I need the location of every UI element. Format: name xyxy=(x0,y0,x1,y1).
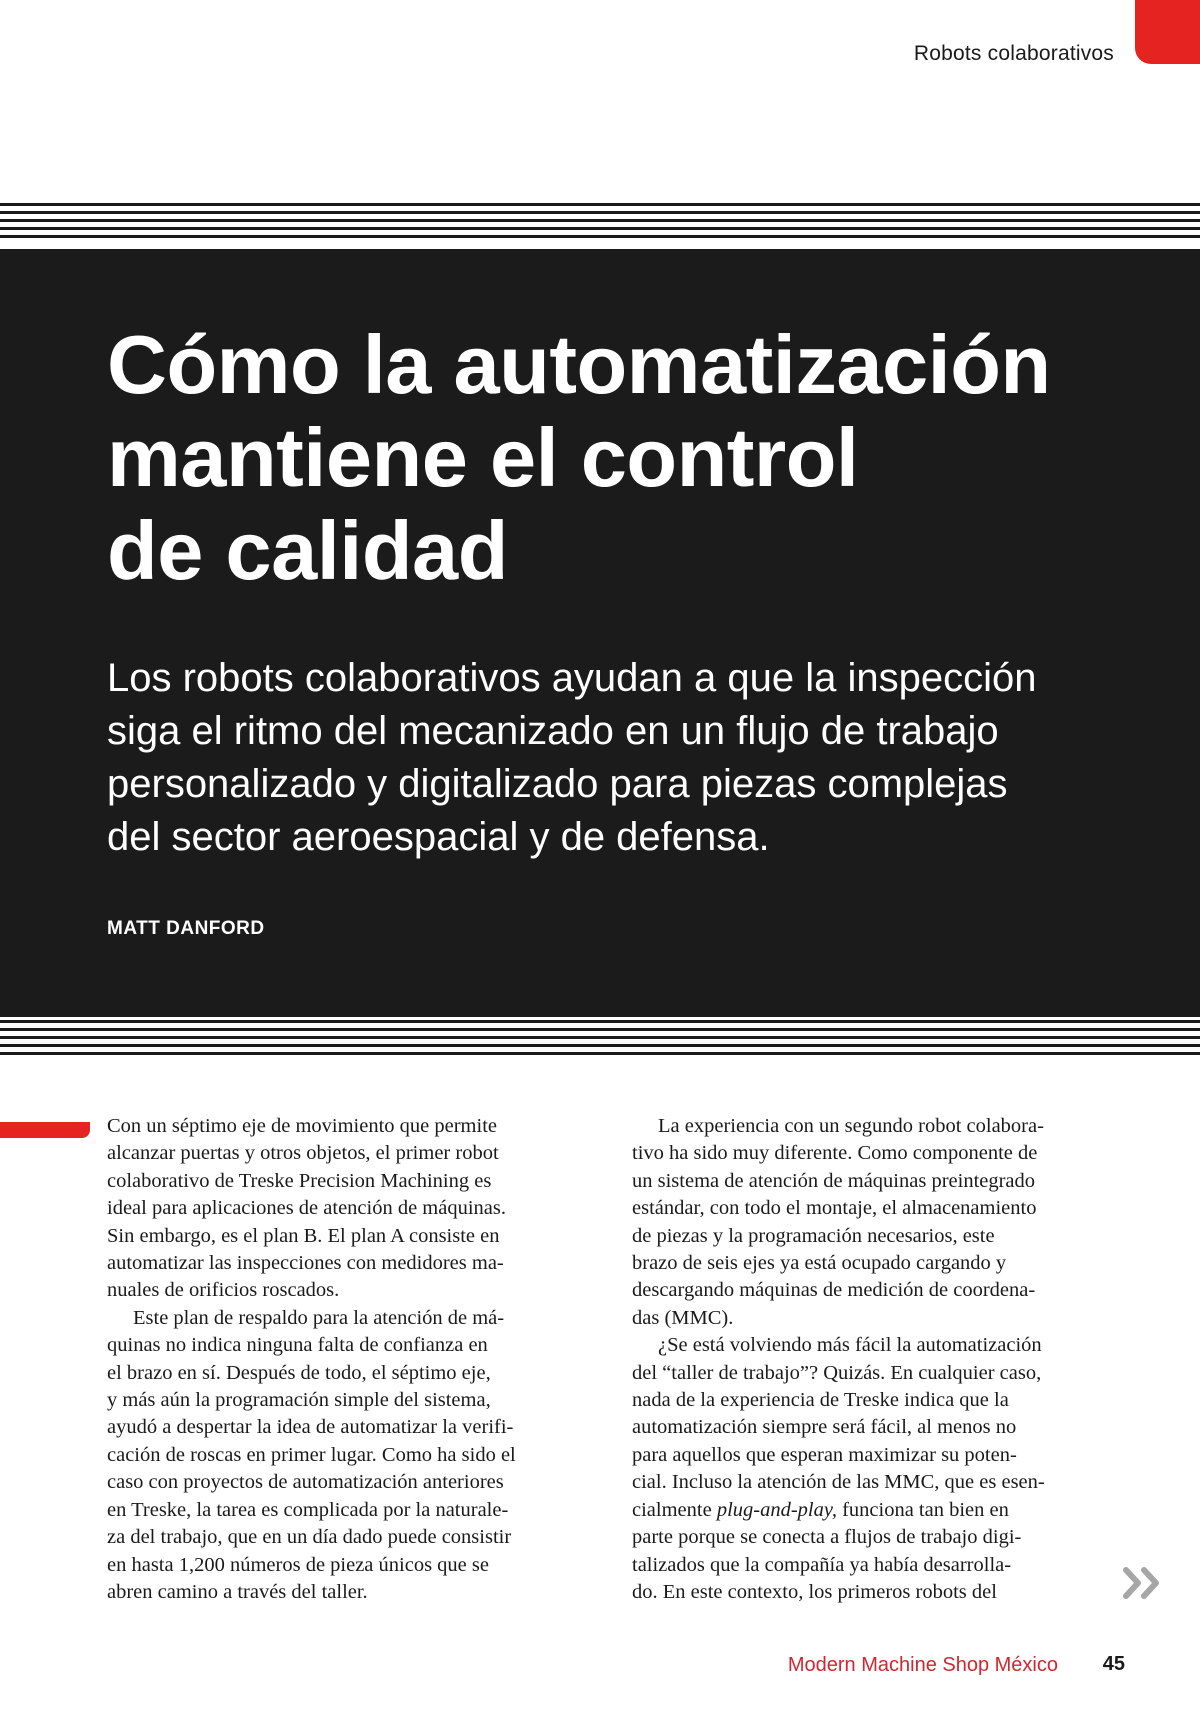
italic-term: plug-and-play, xyxy=(716,1498,837,1521)
body-text-run: funciona tan bien en parte porque se conecta a flujos de trabajo digi- talizados que la compañía ya había desarrolla- do. En este contexto, los primeros robots del xyxy=(632,1498,1022,1603)
article-start-marker xyxy=(0,1122,90,1138)
rule-line xyxy=(0,1036,1200,1039)
rule-line xyxy=(0,1044,1200,1047)
article-title: Cómo la automatización mantiene el control de calidad xyxy=(107,318,1051,597)
rule-line xyxy=(0,203,1200,206)
rule-line xyxy=(0,211,1200,214)
bottom-rule-lines xyxy=(0,1020,1200,1060)
body-column-right xyxy=(632,1113,1112,1606)
body-column-left xyxy=(107,1113,587,1606)
page-number: 45 xyxy=(1102,1653,1125,1675)
footer-publication: Modern Machine Shop México xyxy=(787,1654,1058,1676)
double-chevron-right-icon xyxy=(1122,1566,1166,1600)
rule-line xyxy=(0,235,1200,238)
corner-tab-marker xyxy=(1135,0,1200,64)
rule-line xyxy=(0,1028,1200,1031)
rule-line xyxy=(0,227,1200,230)
section-label: Robots colaborativos xyxy=(913,42,1114,65)
article-author: MATT DANFORD xyxy=(107,918,265,939)
article-subtitle: Los robots colaborativos ayudan a que la inspección siga el ritmo del mecanizado en un flujo de trabajo personalizado y digitalizado para piezas complejas del sector aeroespacial y de defensa. xyxy=(107,656,1037,859)
body-paragraph: Este plan de respaldo para la atención de má- quinas no indica ninguna falta de confianza en el brazo en sí. Después de todo, el séptimo eje, y más aún la programación simple del sistema, ayudó a despertar la idea de automatizar la verifi- cación de roscas en primer lugar. Como ha sido el caso con proyectos de automatización anteriores en Treske, la tarea es complicada por la naturale- za del trabajo, que en un día dado puede consistir en hasta 1,200 números de pieza únicos que se abren camino a través del taller. xyxy=(107,1306,516,1603)
body-paragraph: Con un séptimo eje de movimiento que permite alcanzar puertas y otros objetos, el primer robot colaborativo de Treske Precision Machining es ideal para aplicaciones de atención de máquinas. Sin embargo, es el plan B. El plan A consiste en automatizar las inspecciones con medidores ma- nuales de orificios roscados. xyxy=(107,1115,506,1302)
body-text-run: ¿Se está volviendo más fácil la automatización del “taller de trabajo”? Quizás. En cualquier caso, nada de la experiencia de Treske indica que la automatización siempre será fácil, al menos no para aquellos que esperan maximizar su poten- cial. Incluso la atención de las MMC, que es esen- cialmente xyxy=(632,1334,1045,1521)
body-paragraph: La experiencia con un segundo robot colabora- tivo ha sido muy diferente. Como componente de un sistema de atención de máquinas preintegrado estándar, con todo el montaje, el almacenamiento de piezas y la programación necesarios, este brazo de seis ejes ya está ocupado cargando y descargando máquinas de medición de coordena- das (MMC). xyxy=(632,1115,1044,1329)
top-rule-lines xyxy=(0,203,1200,243)
body-paragraph xyxy=(632,1332,1112,1606)
rule-line xyxy=(0,219,1200,222)
rule-line xyxy=(0,1052,1200,1055)
rule-line xyxy=(0,1020,1200,1023)
